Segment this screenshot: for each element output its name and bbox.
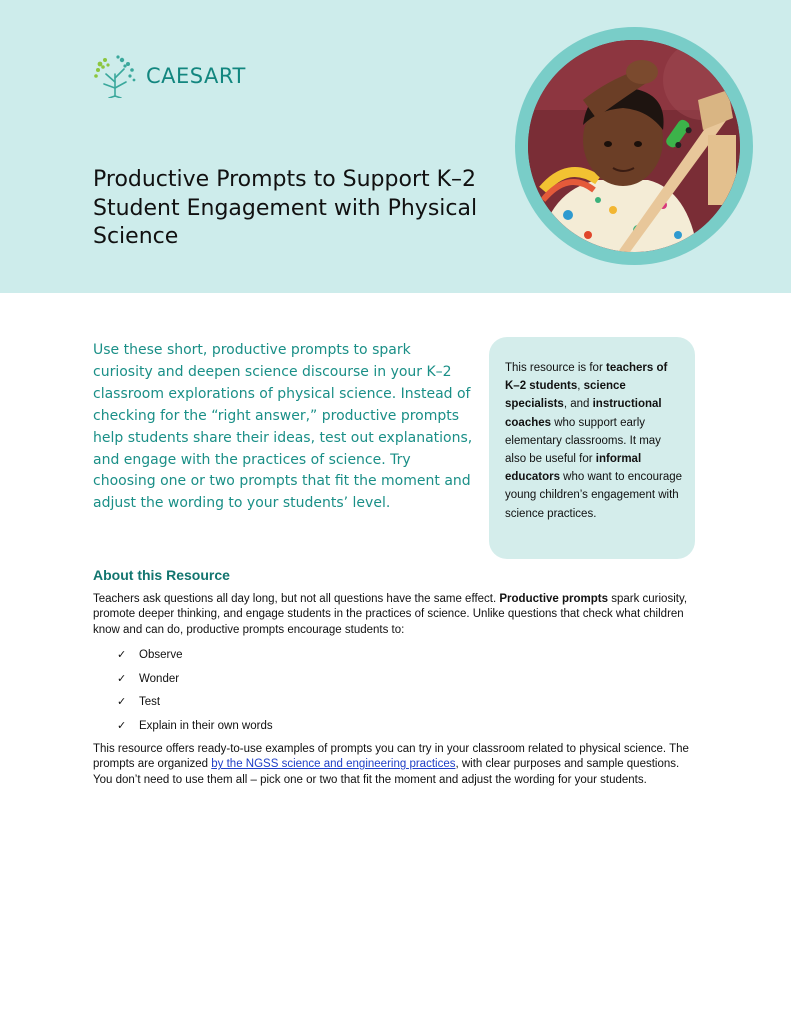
checkmark-icon: ✓ xyxy=(117,718,127,732)
audience-text: This resource is for teachers of K–2 students, science specialists, and instructional coaches who support early elementary classrooms. It may also be useful for informal educators who want to encourage young children’s engagement with science practices. xyxy=(505,362,683,520)
resource-paragraph: This resource offers ready-to-use examples of prompts you can try in your classroom related to physical science. The prompts are organized by the NGSS science and engineering practices, with clear purposes and sample questions. You don’t need to use them all – pick one or two that fit the moment and adjust the wording for your students. xyxy=(93,743,689,786)
about-heading: About this Resource xyxy=(93,567,230,583)
child-ramp-photo xyxy=(528,40,740,252)
brand-logo xyxy=(92,54,246,98)
checklist-item: ✓ Observe xyxy=(117,647,273,671)
brand-name: CAESART xyxy=(146,64,246,88)
audience-callout xyxy=(489,337,695,559)
checkmark-icon: ✓ xyxy=(117,648,127,661)
about-paragraph: Teachers ask questions all day long, but not all questions have the same effect. Productive prompts spark curiosity, promote deeper thinking, and engage students in the practices of science. Unlike questions that check what children know and can do, productive prompts encourage students to: xyxy=(93,593,688,636)
photo-frame xyxy=(515,27,753,265)
photo-illustration xyxy=(528,40,740,252)
checkmark-icon: ✓ xyxy=(117,671,127,685)
checkmark-icon: ✓ xyxy=(117,695,127,708)
checklist-item: ✓ Test xyxy=(117,694,273,718)
checklist-item: ✓ Explain in their own words xyxy=(117,718,273,742)
header-band xyxy=(0,0,791,293)
page-title: Productive Prompts to Support K–2 Student Engagement with Physical Science xyxy=(93,167,478,249)
checklist-item: ✓ Wonder xyxy=(117,671,273,695)
ngss-practices-link[interactable]: by the NGSS science and engineering practices xyxy=(211,758,456,771)
intro-paragraph: Use these short, productive prompts to spark curiosity and deepen science discourse in your K–2 classroom explorations of physical science. Instead of checking for the “right answer,” productive prompts help students share their ideas, test out explanations, and engage with the practices of science. Try choosing one or two prompts that fit the moment and adjust the wording to your students’ level. xyxy=(93,342,473,512)
tree-logo-icon xyxy=(92,54,138,98)
practice-checklist xyxy=(117,647,273,741)
